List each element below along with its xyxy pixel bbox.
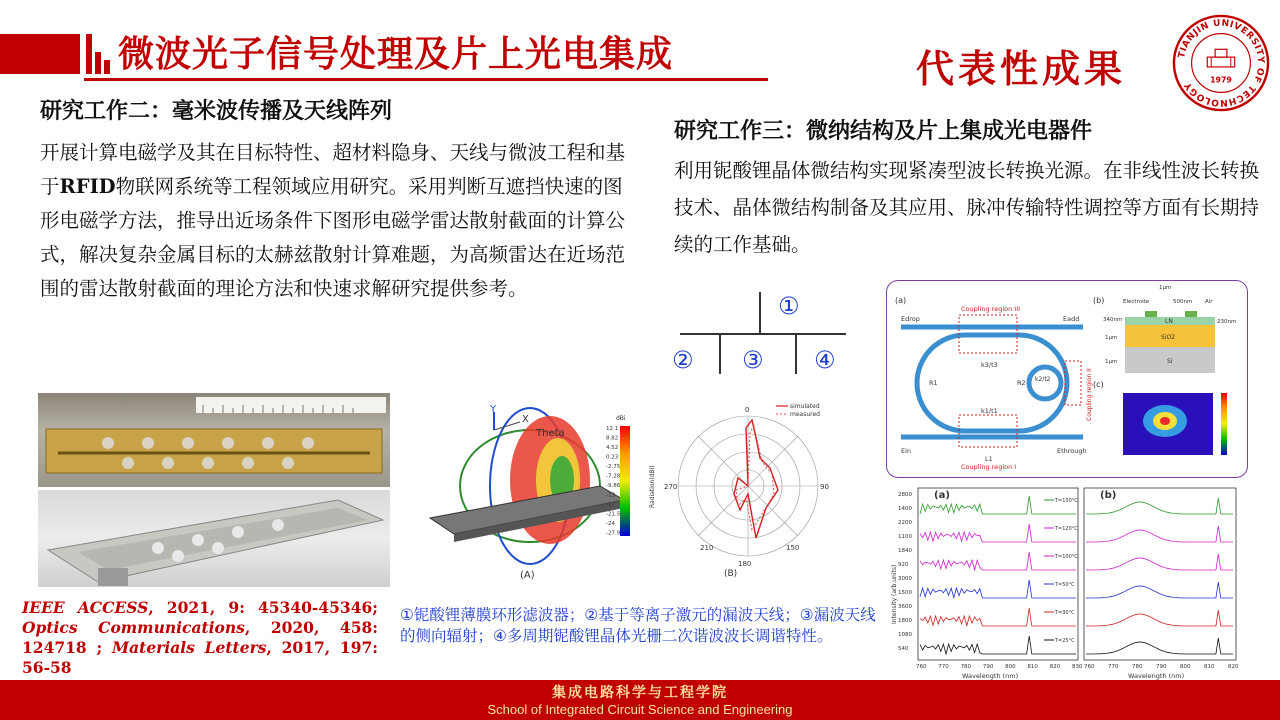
section2-text-a: 开展计算电磁学及其在目标特性、超材料隐身、天线与微波工程和基于 xyxy=(40,141,626,198)
spectra-xtick-a: 790 xyxy=(982,664,994,670)
spectrum-trace-b xyxy=(1086,638,1233,654)
polar-label-left: 270 xyxy=(664,483,678,491)
dim-1um-a: 1μm xyxy=(1105,335,1118,341)
spectra-xlabel-b: Wavelength (nm) xyxy=(1128,672,1185,680)
spectrum-trace-a xyxy=(920,552,1076,570)
ring-label-a: (a) xyxy=(895,296,907,305)
spectrum-trace-b xyxy=(1086,610,1233,626)
antenna-photo-top xyxy=(38,393,390,487)
e-through-label: Ethrough xyxy=(1057,447,1087,455)
figure-caption: ①铌酸锂薄膜环形滤波器；②基于等离子激元的漏波天线；③漏波天线的侧向辐射；④多周期铌酸锂晶体光栅二次谐波波长调谐特性。 xyxy=(400,606,876,645)
spectra-ytick: 2200 xyxy=(898,520,912,526)
e-drop-label: Edrop xyxy=(901,315,920,323)
spectra-ytick: 3600 xyxy=(898,604,912,610)
ring-resonator-figure xyxy=(886,280,1248,478)
section2-text-rfid: RFID xyxy=(59,175,116,198)
spectra-xtick-a: 770 xyxy=(938,664,949,670)
temp-legend-label: T=150°C xyxy=(1055,498,1078,504)
spectrum-trace-b xyxy=(1086,526,1233,542)
k3t3-label: k3/t3 xyxy=(981,361,998,369)
spectra-xtick-b: 800 xyxy=(1180,664,1191,670)
coupling-region-1: Coupling region I xyxy=(961,463,1017,471)
colorbar-tick: 0.23 xyxy=(606,454,619,461)
colorbar-tick: 4.52 xyxy=(606,445,619,451)
antenna-photo-bottom xyxy=(38,490,390,587)
spectrum-trace-a xyxy=(920,608,1076,626)
axis-x-label: X xyxy=(522,414,529,425)
colorbar-tick: -17 xyxy=(606,502,615,508)
section3-paragraph: 利用铌酸锂晶体微结构实现紧凑型波长转换光源。在非线性波长转换技术、晶体微结构制备及其应用、脉冲传输特性调控等方面有长期持续的工作基础。 xyxy=(674,159,1260,256)
k2t2-label: k2/t2 xyxy=(1035,376,1051,383)
spectra-xtick-a: 800 xyxy=(1005,664,1016,670)
spectra-xtick-a: 830 xyxy=(1072,664,1083,670)
header-bar-icon xyxy=(84,34,110,74)
section3-title: 研究工作三：微纳结构及片上集成光电器件 xyxy=(674,119,1093,144)
ref3-journal: Materials Letters xyxy=(111,638,267,657)
si-label: Si xyxy=(1167,358,1173,365)
label-circle-4: ④ xyxy=(814,346,836,374)
spectra-xtick-b: 790 xyxy=(1156,664,1167,670)
spectra-ytick: 1500 xyxy=(898,590,912,596)
spectra-ytick: 1800 xyxy=(898,618,912,624)
r1-label: R1 xyxy=(929,379,938,387)
spectra-label-b: (b) xyxy=(1100,490,1117,501)
colorbar-tick: -2.75 xyxy=(606,464,621,470)
temp-legend-label: T=120°C xyxy=(1055,526,1078,532)
ln-label: LN xyxy=(1165,318,1173,325)
colorbar-tick: -13 xyxy=(606,492,615,499)
spectra-xtick-a: 780 xyxy=(960,664,972,670)
logo-year: 1979 xyxy=(1210,75,1232,85)
colorbar-tick: -7.28 xyxy=(606,473,621,480)
spectra-ytick: 1400 xyxy=(898,506,912,512)
polar-radiation-figure xyxy=(648,398,838,578)
colorbar-tick: -9.86 xyxy=(606,483,621,489)
colorbar-tick: -21.5 xyxy=(606,511,621,518)
temp-legend-label: T=25°C xyxy=(1055,638,1075,644)
spectra-label-a: (a) xyxy=(934,490,950,501)
spectra-ytick: 3000 xyxy=(898,576,912,582)
spectrum-trace-a xyxy=(920,524,1076,542)
ref3-info: , 2017, 197: 56-58 xyxy=(22,638,378,677)
ref1-journal: IEEE ACCESS xyxy=(22,598,149,617)
dim-500nm: 500nm xyxy=(1173,299,1193,305)
polar-label-br: 150 xyxy=(786,544,800,552)
spectra-ytick: 1840 xyxy=(898,548,912,554)
spectra-ytick: 1100 xyxy=(898,534,912,540)
colorbar-tick: 12.1 xyxy=(606,426,619,432)
temp-legend-label: T=50°C xyxy=(1055,582,1075,588)
polar-ylabel: Radiation(dBi) xyxy=(649,465,656,508)
electrode-label: Electrode xyxy=(1123,299,1149,305)
representative-results-title: 代表性成果 xyxy=(916,46,1127,91)
ring-label-c: (c) xyxy=(1093,380,1104,389)
logo-ring-text: TIANJIN UNIVERSITY OF TECHNOLOGY xyxy=(1177,18,1266,108)
spectra-ytick: 2800 xyxy=(898,492,912,498)
spectra-xtick-b: 780 xyxy=(1132,664,1143,670)
label-circle-1: ① xyxy=(778,292,800,320)
polar-label-bottom: 180 xyxy=(738,560,752,568)
ref2-info: , 2020, 458: 124718 ; xyxy=(22,618,378,657)
section2-paragraph xyxy=(40,136,634,306)
footer-college-cn: 集成电路科学与工程学院 xyxy=(552,685,728,701)
dim-340nm: 340nm xyxy=(1103,317,1123,323)
dim-1um-b: 1μm xyxy=(1105,359,1118,365)
spectra-xtick-b: 770 xyxy=(1108,664,1119,670)
temp-legend-label: T=30°C xyxy=(1055,610,1075,616)
legend-measured: measured xyxy=(790,411,820,418)
spectra-ylabel: Intensity (arb.units) xyxy=(891,564,898,624)
spectra-xtick-a: 820 xyxy=(1049,664,1061,670)
spectra-xtick-b: 760 xyxy=(1084,664,1095,670)
colorbar-tick: -27.9 xyxy=(606,530,621,537)
section2-text-b: 物联网系统等工程领域应用研究。采用判断互遮挡快速的图形电磁学方法，推导出近场条件下图形电磁学雷达散射截面的计算公式，解决复杂金属目标的太赫兹散射计算难题，为高频雷达在近场范围的雷达散射截面的理论方法和快速求解研究提供参考。 xyxy=(40,175,626,300)
coupling-region-2: Coupling region II xyxy=(1086,368,1093,421)
dim-1um-top: 1μm xyxy=(1159,285,1172,291)
coupling-region-3: Coupling region III xyxy=(961,305,1021,313)
references xyxy=(22,598,378,678)
header-accent-block xyxy=(0,34,80,74)
spectra-ytick: 920 xyxy=(898,562,909,568)
ref2-journal: Optics Communications xyxy=(22,618,245,637)
spectrum-trace-a xyxy=(920,580,1076,598)
r2-label: R2 xyxy=(1017,379,1026,387)
axis-theta-label: Theta xyxy=(536,428,565,439)
page-title: 微波光子信号处理及片上光电集成 xyxy=(118,34,674,75)
section2-title: 研究工作二：毫米波传播及天线阵列 xyxy=(40,99,393,124)
university-logo xyxy=(1172,14,1270,112)
ring-label-b: (b) xyxy=(1093,296,1105,305)
l1-label: L1 xyxy=(985,455,993,463)
temp-legend-label: T=100°C xyxy=(1055,554,1078,560)
spectra-ytick: 1080 xyxy=(898,632,912,638)
antenna-3d-pattern-figure xyxy=(410,400,646,582)
fig-label-a: (A) xyxy=(520,570,535,581)
polar-label-top: 0 xyxy=(745,406,750,414)
spectra-ytick: 540 xyxy=(898,646,909,652)
spectra-xlabel-a: Wavelength (nm) xyxy=(962,672,1019,680)
spectra-xtick-b: 820 xyxy=(1228,664,1239,670)
legend-simulated: simulated xyxy=(790,403,820,410)
axis-y-label: Y xyxy=(490,404,497,415)
colorbar-tick: 8.82 xyxy=(606,435,619,442)
shg-spectra-figure xyxy=(888,484,1248,680)
dim-230nm: 230nm xyxy=(1217,319,1237,325)
spectrum-trace-a xyxy=(920,636,1076,654)
sio2-label: SiO2 xyxy=(1161,334,1176,341)
footer-college-en: School of Integrated Circuit Science and Engineering xyxy=(487,702,793,717)
e-add-label: Eadd xyxy=(1063,315,1080,323)
ref1-info: , 2021, 9: 45340-45346; xyxy=(148,598,378,617)
spectrum-trace-b xyxy=(1086,554,1233,570)
e-in-label: Ein xyxy=(901,447,912,455)
spectra-xtick-a: 760 xyxy=(916,664,927,670)
polar-label-bl: 210 xyxy=(700,544,714,552)
spectrum-trace-b xyxy=(1086,582,1233,598)
label-circle-2: ② xyxy=(672,346,694,374)
air-label: Air xyxy=(1205,299,1213,305)
spectra-xtick-a: 810 xyxy=(1027,664,1038,670)
spectra-xtick-b: 810 xyxy=(1204,664,1215,670)
colorbar-tick: -24 xyxy=(606,521,615,527)
k1t1-label: k1/t1 xyxy=(981,407,998,415)
title-underline xyxy=(84,78,768,81)
label-circle-3: ③ xyxy=(742,346,764,374)
polar-label-right: 90 xyxy=(820,483,829,491)
fig-label-b: (B) xyxy=(724,569,738,578)
colorbar-unit: dBi xyxy=(616,415,626,422)
device-index-diagram xyxy=(660,282,870,382)
